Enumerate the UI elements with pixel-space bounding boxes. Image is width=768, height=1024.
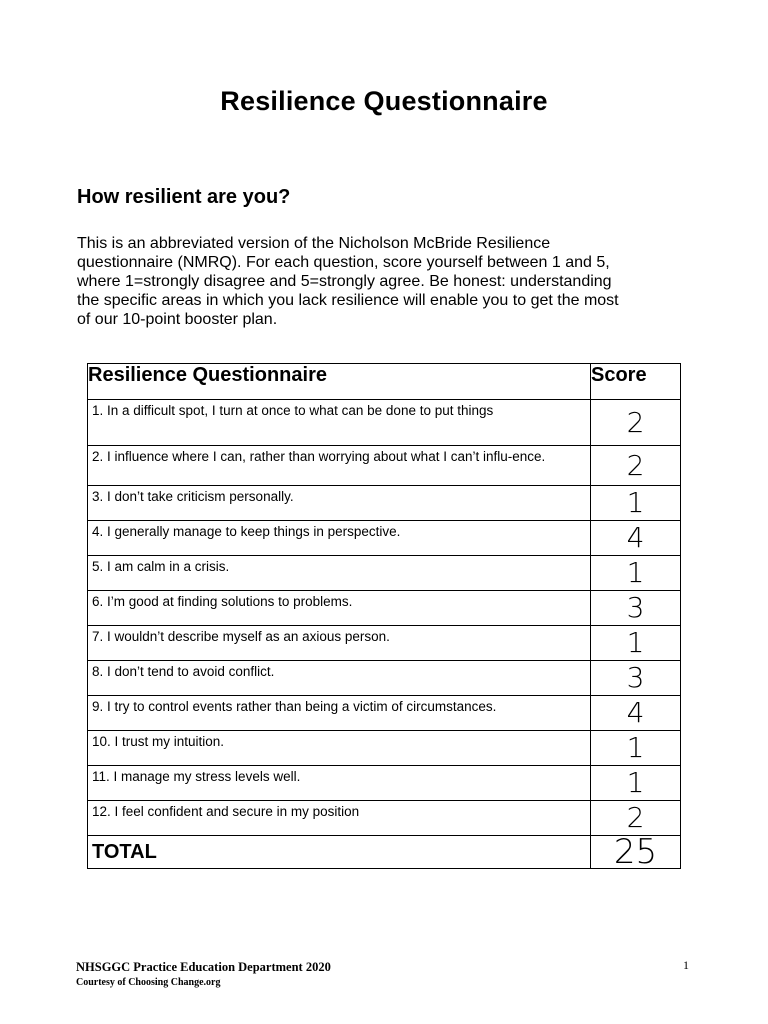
score-cell [591,521,681,556]
table-row [88,731,681,766]
table-row [88,661,681,696]
total-score-cell [591,832,681,872]
score-cell [591,486,681,521]
table-row [88,400,681,446]
question-text: 3. I don’t take criticism personally. [88,486,591,521]
table-header-row [88,364,681,400]
handwritten-score: 4 [626,521,645,554]
question-text: 5. I am calm in a crisis. [88,556,591,591]
total-row [88,836,681,869]
total-label: TOTAL [88,836,591,869]
question-text: 12. I feel confident and secure in my position [88,801,591,836]
intro-paragraph [77,234,702,329]
handwritten-score: 1 [626,626,645,659]
score-cell [591,801,681,836]
score-cell [591,556,681,591]
handwritten-score: 1 [626,486,645,519]
score-cell [591,591,681,626]
handwritten-score: 2 [626,405,645,439]
score-cell [591,766,681,801]
handwritten-score: 2 [626,801,645,834]
handwritten-score: 2 [626,448,645,482]
question-text: 11. I manage my stress levels well. [88,766,591,801]
score-cell [591,731,681,766]
section-heading: How resilient are you? [77,186,291,208]
handwritten-score: 1 [626,731,645,764]
page-title: Resilience Questionnaire [220,86,548,116]
question-text: 10. I trust my intuition. [88,731,591,766]
score-cell [591,446,681,486]
question-text: 8. I don’t tend to avoid conflict. [88,661,591,696]
questionnaire-table [87,363,681,872]
table-row [88,446,681,486]
handwritten-score: 1 [626,556,645,589]
score-cell [591,400,681,446]
handwritten-score: 3 [626,591,645,624]
table-row [88,696,681,731]
intro-line: the specific areas in which you lack resilience will enable you to get the most [77,292,619,309]
table-row [88,556,681,591]
page-number: 1 [683,958,689,972]
table-row [88,591,681,626]
footer-credit: Courtesy of Choosing Change.org [76,977,221,988]
handwritten-score: 3 [626,661,645,694]
question-text: 6. I’m good at finding solutions to problems. [88,591,591,626]
question-text: 7. I wouldn’t describe myself as an axious person. [88,626,591,661]
intro-line: of our 10-point booster plan. [77,311,278,328]
handwritten-score: 4 [626,696,645,729]
question-text: 4. I generally manage to keep things in perspective. [88,521,591,556]
footer-department: NHSGGC Practice Education Department 2020 [76,960,331,974]
question-text: 1. In a difficult spot, I turn at once to what can be done to put things [88,400,591,446]
question-column-header: Resilience Questionnaire [88,364,591,400]
score-cell [591,626,681,661]
footer [76,960,331,988]
handwritten-total-score: 25 [613,832,658,872]
table-row [88,626,681,661]
score-cell [591,661,681,696]
table-row [88,766,681,801]
intro-line: questionnaire (NMRQ). For each question, score yourself between 1 and 5, [77,254,610,271]
table-row [88,801,681,836]
intro-line: This is an abbreviated version of the Nicholson McBride Resilience [77,235,551,252]
score-column-header: Score [591,364,681,400]
question-text: 9. I try to control events rather than being a victim of circumstances. [88,696,591,731]
score-cell [591,696,681,731]
table-row [88,486,681,521]
table-row [88,521,681,556]
intro-line: where 1=strongly disagree and 5=strongly agree. Be honest: understanding [77,273,612,290]
question-text: 2. I influence where I can, rather than worrying about what I can’t influ-ence. [88,446,591,486]
handwritten-score: 1 [626,766,645,799]
